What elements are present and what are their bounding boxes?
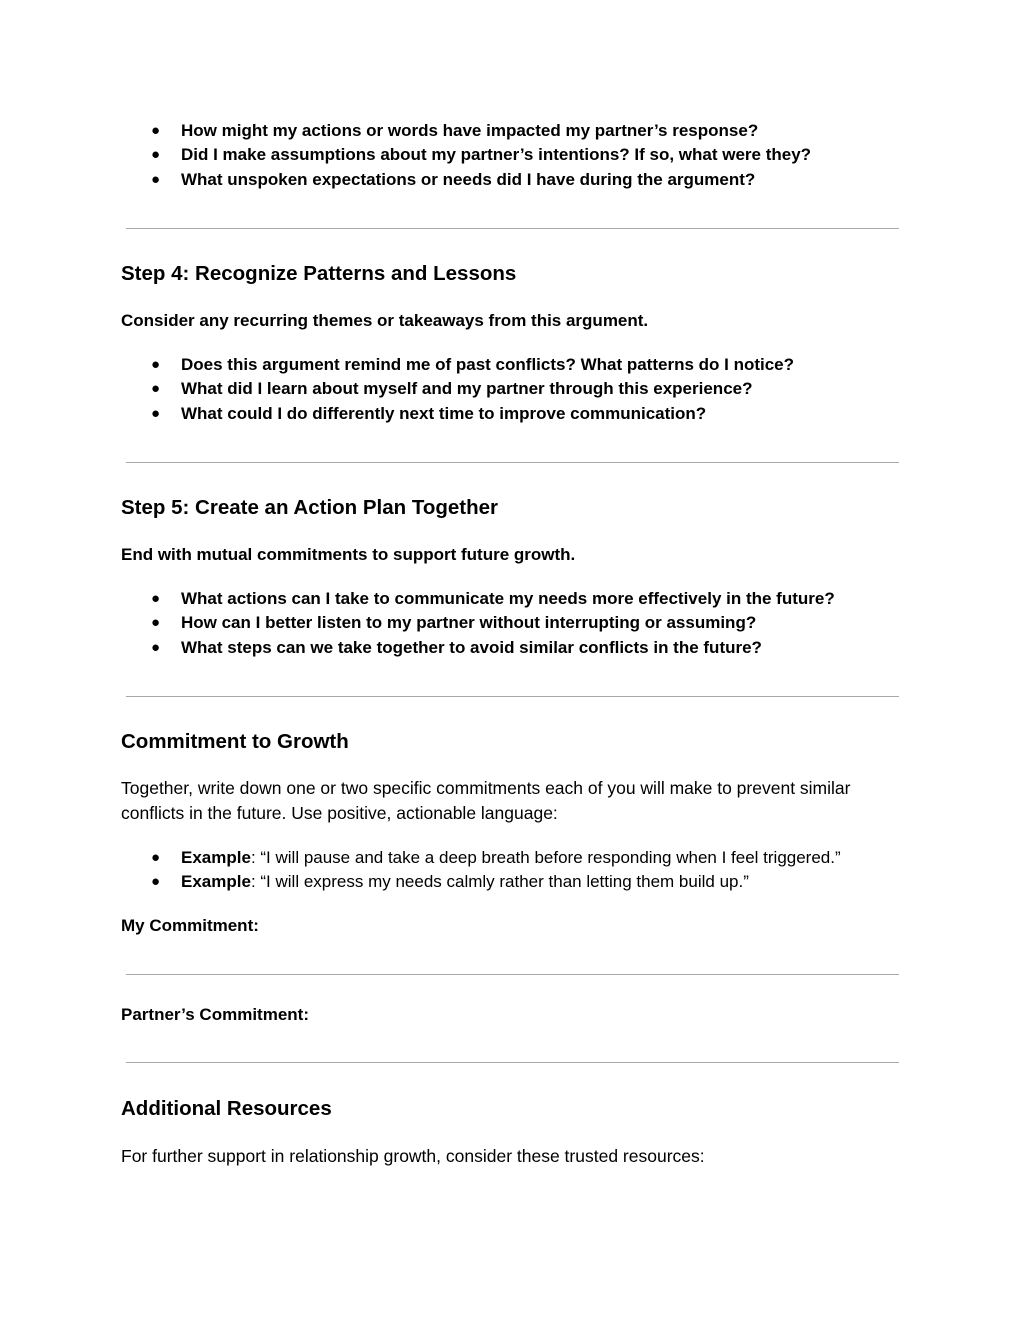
- bullet-icon: ●: [151, 170, 161, 188]
- bullet-icon: ●: [151, 380, 161, 398]
- example-label: Example: [181, 848, 251, 867]
- section-divider: [126, 696, 899, 697]
- list-item: ● Does this argument remind me of past conflicts? What patterns do I notice?: [121, 353, 794, 377]
- bullet-icon: ●: [151, 849, 161, 866]
- example-label: Example: [181, 872, 251, 892]
- partner-commitment-line: [126, 1062, 899, 1063]
- my-commitment-line: [126, 974, 899, 975]
- bullet-icon: ●: [151, 356, 161, 373]
- bullet-icon: ●: [151, 614, 161, 632]
- bullet-icon: ●: [151, 590, 161, 607]
- commitment-example-list: [121, 846, 841, 895]
- commitment-paragraph: Together, write down one or two specific commitments each of you will make to prevent similar conflicts in the future. Use positive, actionable language:: [121, 778, 851, 823]
- list-item: [121, 846, 841, 870]
- list-item: ● What unspoken expectations or needs did I have during the argument?: [121, 168, 811, 192]
- step5-question-list: [121, 587, 835, 660]
- commitment-heading: Commitment to Growth: [121, 730, 349, 753]
- list-item: ● How can I better listen to my partner without interrupting or assuming?: [121, 611, 835, 635]
- bullet-icon: ●: [151, 146, 161, 164]
- resources-heading: Additional Resources: [121, 1097, 332, 1120]
- example-text: : “I will pause and take a deep breath before responding when I feel triggered.”: [250, 848, 841, 867]
- bullet-icon: ●: [151, 404, 161, 422]
- step4-question-list: [121, 353, 794, 426]
- bullet-icon: ●: [151, 122, 161, 139]
- example-text: : “I will express my needs calmly rather than letting them build up.”: [250, 872, 749, 892]
- section-divider: [126, 462, 899, 463]
- list-item: ● What did I learn about myself and my partner through this experience?: [121, 377, 794, 401]
- section-divider: [126, 228, 899, 229]
- list-item: ● What steps can we take together to avoid similar conflicts in the future?: [121, 636, 835, 660]
- bullet-icon: ●: [151, 873, 161, 891]
- my-commitment-label: My Commitment:: [121, 916, 259, 935]
- partner-commitment-label: Partner’s Commitment:: [121, 1005, 309, 1024]
- step5-heading: Step 5: Create an Action Plan Together: [121, 496, 499, 519]
- list-item: ● How might my actions or words have impacted my partner’s response?: [121, 119, 811, 143]
- step4-lead: Consider any recurring themes or takeaways from this argument.: [121, 311, 649, 330]
- step5-lead: End with mutual commitments to support future growth.: [121, 545, 576, 564]
- list-item: ● What actions can I take to communicate my needs more effectively in the future?: [121, 587, 835, 611]
- step4-heading: Step 4: Recognize Patterns and Lessons: [121, 262, 517, 285]
- reflection-question-list: [121, 119, 811, 192]
- list-item: ● Did I make assumptions about my partner’s intentions? If so, what were they?: [121, 143, 811, 167]
- bullet-icon: ●: [151, 638, 161, 656]
- list-item: [121, 870, 841, 894]
- resources-paragraph: For further support in relationship growth, consider these trusted resources:: [121, 1146, 705, 1166]
- list-item: ● What could I do differently next time to improve communication?: [121, 402, 794, 426]
